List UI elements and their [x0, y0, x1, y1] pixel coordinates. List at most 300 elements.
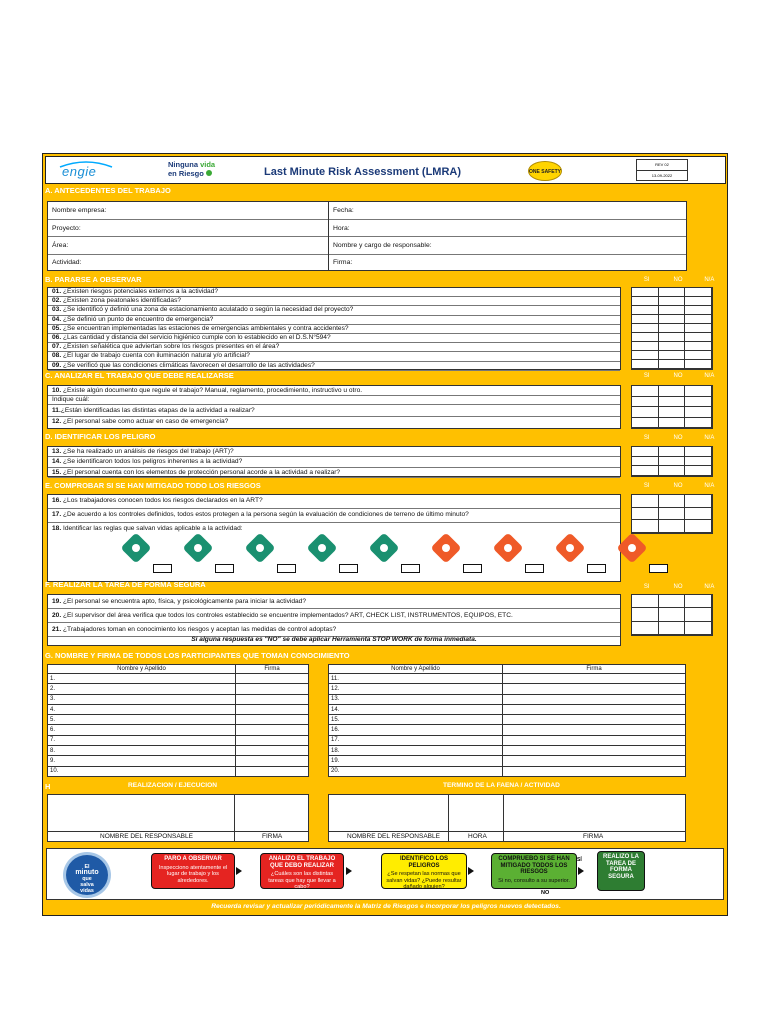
participant-sign-cell[interactable]: [503, 694, 686, 704]
stopwatch-logo: [63, 852, 111, 898]
question-text: ¿Están identificadas las distintas etapas de la actividad a realizar?: [60, 407, 255, 414]
answer-cell[interactable]: [659, 622, 686, 635]
termino-box: [328, 794, 686, 842]
arrow-right-icon: [468, 867, 474, 875]
participant-sign-cell[interactable]: [236, 684, 309, 694]
section-d-cols: [631, 433, 725, 443]
answer-cell[interactable]: [632, 407, 659, 418]
arrow-right-icon: [578, 867, 584, 875]
participant-name-cell[interactable]: 5.: [48, 715, 236, 725]
section-c-questions: [47, 385, 621, 429]
section-c-answer-grid[interactable]: [631, 385, 713, 429]
question-number: 16.: [52, 497, 62, 504]
participant-name-cell[interactable]: 17.: [329, 735, 503, 745]
answer-cell[interactable]: [685, 397, 712, 408]
participant-row: [329, 704, 686, 714]
rule-checkbox[interactable]: [463, 564, 482, 573]
participant-name-cell[interactable]: 8.: [48, 746, 236, 756]
answer-cell[interactable]: [685, 508, 712, 521]
section-d-title: D. IDENTIFICAR LOS PELIGRO: [45, 432, 156, 441]
question-row: [48, 609, 620, 623]
logo-line3: que: [82, 876, 92, 882]
answer-cell[interactable]: [659, 397, 686, 408]
section-c-title: C. ANALIZAR EL TRABAJO QUE DEBE REALIZARSE: [45, 371, 234, 380]
answer-cell[interactable]: [685, 457, 712, 467]
answer-cell[interactable]: [632, 397, 659, 408]
participants-right-table: [328, 664, 686, 777]
col-sign-header: Firma: [503, 665, 686, 674]
termino-divider-2: [503, 795, 504, 841]
answer-cell[interactable]: [685, 324, 712, 333]
question-text: ¿El personal se encuentra apto, física, y psicológicamente para iniciar la actividad?: [61, 598, 307, 605]
participant-sign-cell[interactable]: [236, 715, 309, 725]
question-number: 19.: [52, 598, 62, 605]
answer-cell[interactable]: [632, 520, 659, 533]
question-row: [48, 297, 620, 306]
question-text: ¿Se definió un punto de encuentro de emergencia?: [61, 315, 214, 323]
participant-sign-cell[interactable]: [236, 704, 309, 714]
answer-cell[interactable]: [659, 288, 686, 297]
realizacion-divider: [234, 795, 235, 841]
question-row: [48, 395, 620, 405]
answer-cell[interactable]: [659, 608, 686, 621]
rev-date: 13-09-2022: [651, 173, 673, 178]
participant-sign-cell[interactable]: [503, 684, 686, 694]
rule-glyph: [442, 544, 450, 552]
participant-sign-cell[interactable]: [236, 766, 309, 776]
question-row: [48, 288, 620, 297]
step2-title: ANALIZO EL TRABAJO QUE DEBO REALIZAR: [268, 856, 336, 869]
antecedentes-box: [47, 201, 687, 271]
answer-cell[interactable]: [659, 324, 686, 333]
answer-cell[interactable]: [685, 360, 712, 369]
section-b-answer-grid[interactable]: [631, 287, 713, 370]
answer-cell[interactable]: [659, 447, 686, 457]
arrow-right-icon: [236, 867, 242, 875]
participant-row: [48, 704, 309, 714]
question-row: [48, 523, 620, 534]
participant-row: [48, 674, 309, 684]
question-row: [48, 306, 620, 315]
section-d-questions: [47, 446, 621, 477]
answer-cell[interactable]: [685, 418, 712, 429]
question-row: [48, 623, 620, 637]
question-number: 06.: [52, 334, 62, 341]
rev-label: REV 02: [637, 160, 687, 171]
answer-cell[interactable]: [632, 297, 659, 306]
rule-checkbox[interactable]: [587, 564, 606, 573]
question-number: 11.: [52, 407, 61, 414]
question-row: [48, 334, 620, 343]
logo-line1: El: [84, 864, 90, 870]
participant-name-cell[interactable]: 19.: [329, 756, 503, 766]
answer-cell[interactable]: [659, 333, 686, 342]
participant-row: [48, 746, 309, 756]
field-nombre-empresa[interactable]: Nombre empresa:: [48, 202, 328, 220]
col-no: NO: [673, 277, 683, 283]
answer-cell[interactable]: [685, 315, 712, 324]
question-text: ¿Existen señalética que adviertan sobre los riesgos presentes en el área?: [61, 343, 280, 351]
question-number: 09.: [52, 361, 62, 369]
answer-cell[interactable]: [659, 407, 686, 418]
participant-sign-cell[interactable]: [503, 704, 686, 714]
step-identifico-peligros: [381, 853, 467, 889]
question-row: [48, 316, 620, 325]
campaign-line1: Ninguna: [168, 160, 198, 169]
answer-cell[interactable]: [632, 324, 659, 333]
col-si: SI: [643, 373, 650, 379]
col-si: SI: [643, 435, 650, 441]
answer-cell[interactable]: [632, 508, 659, 521]
termino-hora-label: HORA: [468, 833, 487, 840]
question-number: 04.: [52, 315, 62, 323]
col-na: N/A: [704, 277, 715, 283]
question-text: ¿El lugar de trabajo cuenta con iluminación natural y/o artificial?: [61, 352, 250, 360]
field-firma[interactable]: Firma:: [333, 258, 353, 266]
section-d-answer-grid[interactable]: [631, 446, 713, 477]
col-na: N/A: [704, 435, 715, 441]
question-number: 10.: [52, 387, 62, 394]
participant-name-cell[interactable]: 3.: [48, 694, 236, 704]
participant-name-cell[interactable]: 11.: [329, 674, 503, 684]
realizacion-rule: [48, 831, 308, 832]
answer-cell[interactable]: [685, 288, 712, 297]
question-number: 13.: [52, 448, 62, 455]
field-hora[interactable]: Hora:: [329, 220, 686, 238]
step4-title: COMPRUEBO SI SE HAN MITIGADO TODOS LOS RIESGOS: [498, 856, 570, 875]
answer-cell[interactable]: [685, 342, 712, 351]
answer-cell[interactable]: [659, 595, 686, 608]
participant-name-cell[interactable]: 1.: [48, 674, 236, 684]
participant-name-cell[interactable]: 14.: [329, 704, 503, 714]
section-b-questions: [47, 287, 621, 370]
answer-cell[interactable]: [632, 466, 659, 476]
step-paro-observar: [151, 853, 235, 889]
answer-cell[interactable]: [659, 457, 686, 467]
question-text: Indique cuál:: [52, 396, 90, 403]
field-area[interactable]: Área:: [48, 237, 328, 255]
field-fecha[interactable]: Fecha:: [329, 202, 686, 220]
question-text: ¿El personal cuenta con los elementos de protección personal acorde a la actividad a realizar?: [61, 468, 341, 476]
section-f-cols: [631, 582, 725, 592]
participant-name-cell[interactable]: 10.: [48, 766, 236, 776]
participant-sign-cell[interactable]: [236, 725, 309, 735]
rule-glyph: [504, 544, 512, 552]
step4-text: Si no, consulto a su superior.: [498, 877, 570, 884]
rule-glyph: [318, 544, 326, 552]
participant-sign-cell[interactable]: [236, 694, 309, 704]
answer-cell[interactable]: [632, 418, 659, 429]
answer-cell[interactable]: [659, 386, 686, 397]
realizacion-title: REALIZACION / EJECUCION: [128, 782, 218, 789]
answer-cell[interactable]: [685, 466, 712, 476]
answer-cell[interactable]: [659, 520, 686, 533]
question-text: ¿Existen riesgos potenciales externos a la actividad?: [61, 288, 219, 295]
participant-sign-cell[interactable]: [236, 735, 309, 745]
campaign-line1b: vida: [200, 160, 216, 169]
section-f-answer-grid[interactable]: [631, 594, 713, 636]
participant-row: [48, 725, 309, 735]
footer-reminder: Recuerda revisar y actualizar periódicamente la Matriz de Riesgos e incorporar los peligros nuevos detectados.: [211, 903, 561, 910]
answer-cell[interactable]: [659, 418, 686, 429]
participant-row: [48, 684, 309, 694]
lmra-steps-banner: [46, 848, 724, 900]
question-text: ¿De acuerdo a los controles definidos, todos estos protegen a la persona según la evaluación de condiciones de terreno de último minuto?: [61, 510, 469, 518]
termino-firma-label: FIRMA: [583, 833, 604, 840]
answer-cell[interactable]: [632, 315, 659, 324]
answer-cell[interactable]: [659, 297, 686, 306]
participant-name-cell[interactable]: 12.: [329, 684, 503, 694]
answer-cell[interactable]: [659, 315, 686, 324]
answer-cell[interactable]: [632, 360, 659, 369]
question-row: [48, 417, 620, 428]
answer-cell[interactable]: [659, 360, 686, 369]
one-safety-text: ONE SAFETY: [529, 169, 561, 175]
question-number: 03.: [52, 306, 62, 314]
answer-cell[interactable]: [659, 351, 686, 360]
question-number: 07.: [52, 343, 62, 351]
col-no: NO: [673, 373, 683, 379]
answer-cell[interactable]: [659, 508, 686, 521]
question-number: 20.: [52, 612, 62, 619]
termino-divider-1: [448, 795, 449, 841]
field-actividad[interactable]: Actividad:: [52, 258, 82, 266]
section-b-title: B. PARARSE A OBSERVAR: [45, 275, 142, 284]
question-text: ¿El personal sabe como actuar en caso de emergencia?: [61, 418, 229, 425]
participant-sign-cell[interactable]: [503, 735, 686, 745]
col-sign-header: Firma: [236, 665, 309, 674]
question-text: ¿Se identificó y definió una zona de estacionamiento aculatado o según la necesidad del proyecto?: [61, 306, 354, 314]
field-proyecto[interactable]: Proyecto:: [48, 220, 328, 238]
section-a-title: A. ANTECEDENTES DEL TRABAJO: [45, 186, 171, 195]
section-b-cols: [631, 275, 725, 285]
answer-cell[interactable]: [659, 466, 686, 476]
participant-name-cell[interactable]: 6.: [48, 725, 236, 735]
rev-box: [636, 159, 688, 181]
question-row: [48, 447, 620, 457]
participant-row: [48, 694, 309, 704]
step-realizo-tarea: [597, 851, 645, 891]
participant-row: [48, 735, 309, 745]
rule-checkbox[interactable]: [401, 564, 420, 573]
participant-row: [329, 766, 686, 776]
col-si: SI: [643, 584, 650, 590]
answer-cell[interactable]: [685, 386, 712, 397]
answer-cell[interactable]: [685, 297, 712, 306]
col-no: NO: [673, 435, 683, 441]
question-number: 18.: [52, 524, 62, 532]
question-number: 05.: [52, 324, 62, 332]
participant-sign-cell[interactable]: [503, 746, 686, 756]
participant-row: [329, 694, 686, 704]
question-row: [48, 343, 620, 352]
rule-checkbox[interactable]: [153, 564, 172, 573]
participant-name-cell[interactable]: 9.: [48, 756, 236, 766]
participant-row: [329, 746, 686, 756]
section-c-cols: [631, 371, 725, 381]
field-responsable[interactable]: Nombre y cargo de responsable:: [329, 237, 686, 255]
answer-cell[interactable]: [659, 342, 686, 351]
question-text: ¿Existe algún documento que regule el trabajo? Manual, reglamento, procedimiento, instructivo u otro.: [61, 387, 363, 394]
col-si: SI: [643, 277, 650, 283]
participant-sign-cell[interactable]: [503, 725, 686, 735]
participant-row: [329, 725, 686, 735]
participant-sign-cell[interactable]: [503, 756, 686, 766]
question-row: [48, 362, 620, 371]
rule-checkbox[interactable]: [339, 564, 358, 573]
engie-brand: engie: [62, 164, 97, 179]
participant-row: [48, 756, 309, 766]
question-row: [48, 495, 620, 509]
section-e-cols: [631, 481, 725, 491]
realizacion-box: [47, 794, 309, 842]
section-f-title: F. REALIZAR LA TAREA DE FORMA SEGURA: [45, 580, 206, 589]
question-row: [48, 457, 620, 467]
section-g-title: G. NOMBRE Y FIRMA DE TODOS LOS PARTICIPANTES QUE TOMAN CONOCIMIENTO: [45, 651, 350, 660]
no-label: NO: [541, 890, 550, 896]
question-text: ¿Se verificó que las condiciones climáticas favorecen el desarrollo de las actividades?: [61, 361, 315, 369]
realizacion-nombre-label: NOMBRE DEL RESPONSABLE: [100, 833, 193, 840]
answer-cell[interactable]: [632, 608, 659, 621]
question-row: [48, 325, 620, 334]
participant-sign-cell[interactable]: [236, 746, 309, 756]
participant-name-cell[interactable]: 18.: [329, 746, 503, 756]
answer-cell[interactable]: [685, 351, 712, 360]
termino-rule: [329, 831, 685, 832]
answer-cell[interactable]: [685, 595, 712, 608]
participant-row: [48, 766, 309, 776]
col-no: NO: [673, 584, 683, 590]
rule-glyph: [194, 544, 202, 552]
answer-cell[interactable]: [632, 288, 659, 297]
answer-cell[interactable]: [632, 457, 659, 467]
rule-glyph: [256, 544, 264, 552]
rule-checkbox[interactable]: [649, 564, 668, 573]
answer-cell[interactable]: [685, 520, 712, 533]
question-row: [48, 509, 620, 523]
participant-sign-cell[interactable]: [503, 715, 686, 725]
participant-name-cell[interactable]: 13.: [329, 694, 503, 704]
col-si: SI: [643, 483, 650, 489]
question-row: [48, 406, 620, 417]
logo-line5: vidas: [80, 888, 94, 894]
answer-cell[interactable]: [632, 351, 659, 360]
question-number: 14.: [52, 458, 62, 466]
answer-cell[interactable]: [685, 333, 712, 342]
step1-title: PARO A OBSERVAR: [164, 856, 222, 862]
step2-text: ¿Cuáles son las distintas tareas que hay que llevar a cabo?: [268, 871, 336, 890]
yes-label: SÍ: [577, 857, 582, 863]
participant-name-cell[interactable]: 16.: [329, 725, 503, 735]
section-e-answer-grid[interactable]: [631, 494, 713, 534]
termino-title: TERMINO DE LA FAENA / ACTIVIDAD: [443, 782, 560, 789]
step3-title: IDENTIFICO LOS PELIGROS: [400, 856, 448, 869]
section-h-title: H: [45, 782, 51, 791]
question-number: 08.: [52, 352, 62, 360]
logo-line2: minuto: [75, 869, 99, 876]
participant-row: [48, 715, 309, 725]
stop-work-note: Si alguna respuesta es "NO" se debe aplicar Herramienta STOP WORK de forma inmediata.: [191, 636, 477, 643]
participant-name-cell[interactable]: 2.: [48, 684, 236, 694]
logo-line4: salva: [80, 882, 94, 888]
question-text: ¿Se ha realizado un análisis de riesgos del trabajo (ART)?: [61, 448, 234, 455]
participant-sign-cell[interactable]: [236, 674, 309, 684]
participant-row: [329, 684, 686, 694]
answer-cell[interactable]: [632, 622, 659, 635]
termino-nombre-label: NOMBRE DEL RESPONSABLE: [347, 833, 440, 840]
rule-checkbox[interactable]: [277, 564, 296, 573]
question-number: 12.: [52, 418, 62, 425]
life-rule-9-icon: [616, 532, 647, 563]
engie-logo: [56, 161, 116, 181]
participant-name-cell[interactable]: 4.: [48, 704, 236, 714]
rule-glyph: [628, 544, 636, 552]
step1-text: Inspecciono atentamente el lugar de trabajo y los alrededores.: [158, 864, 228, 884]
question-text: Identificar las reglas que salvan vidas aplicable a la actividad:: [61, 524, 243, 532]
participant-row: [329, 756, 686, 766]
answer-cell[interactable]: [632, 342, 659, 351]
arrow-right-icon: [346, 867, 352, 875]
answer-cell[interactable]: [685, 407, 712, 418]
answer-cell[interactable]: [632, 386, 659, 397]
step5-title: REALIZO LA TAREA DE FORMA SEGURA: [603, 854, 639, 880]
question-number: 21.: [52, 626, 62, 633]
section-e-title: E. COMPROBAR SI SE HAN MITIGADO TODO LOS RIESGOS: [45, 481, 261, 490]
one-safety-logo: [528, 161, 562, 181]
answer-cell[interactable]: [632, 495, 659, 508]
col-na: N/A: [704, 483, 715, 489]
rule-glyph: [566, 544, 574, 552]
page-title: Last Minute Risk Assessment (LMRA): [264, 166, 462, 178]
question-number: 17.: [52, 510, 62, 518]
answer-cell[interactable]: [632, 595, 659, 608]
col-name-header: Nombre y Apellido: [329, 665, 503, 674]
step-compruebo-riesgos: [491, 853, 577, 889]
check-circle-icon: [206, 170, 212, 176]
answer-cell[interactable]: [632, 447, 659, 457]
answer-cell[interactable]: [685, 622, 712, 635]
rule-checkbox[interactable]: [525, 564, 544, 573]
participant-sign-cell[interactable]: [503, 766, 686, 776]
participant-name-cell[interactable]: 20.: [329, 766, 503, 776]
campaign-line2: en Riesgo: [168, 169, 204, 178]
answer-cell[interactable]: [632, 306, 659, 315]
col-na: N/A: [704, 373, 715, 379]
question-text: ¿Las cantidad y distancia del servicio higiénico cumple con lo establecido en el D.S.N°594?: [61, 334, 331, 341]
answer-cell[interactable]: [659, 306, 686, 315]
answer-cell[interactable]: [632, 333, 659, 342]
campaign-logo: [168, 160, 215, 178]
participant-name-cell[interactable]: 15.: [329, 715, 503, 725]
participant-row: [329, 735, 686, 745]
answer-cell[interactable]: [685, 495, 712, 508]
rule-glyph: [380, 544, 388, 552]
rule-checkbox[interactable]: [215, 564, 234, 573]
question-text: ¿Se encuentran implementadas las estaciones de emergencias ambientales y contra accidentes?: [61, 324, 349, 332]
answer-cell[interactable]: [685, 306, 712, 315]
participants-left-table: [47, 664, 309, 777]
participant-sign-cell[interactable]: [503, 674, 686, 684]
answer-cell[interactable]: [659, 495, 686, 508]
participant-row: [329, 674, 686, 684]
question-text: ¿Trabajadores toman en conocimiento los riesgos y aceptan las medidas de control adoptas?: [61, 626, 337, 633]
participant-sign-cell[interactable]: [236, 756, 309, 766]
participant-name-cell[interactable]: 7.: [48, 735, 236, 745]
question-text: ¿Los trabajadores conocen todos los riesgos declarados en la ART?: [61, 497, 263, 504]
question-number: 02.: [52, 297, 62, 305]
answer-cell[interactable]: [685, 608, 712, 621]
answer-cell[interactable]: [685, 447, 712, 457]
